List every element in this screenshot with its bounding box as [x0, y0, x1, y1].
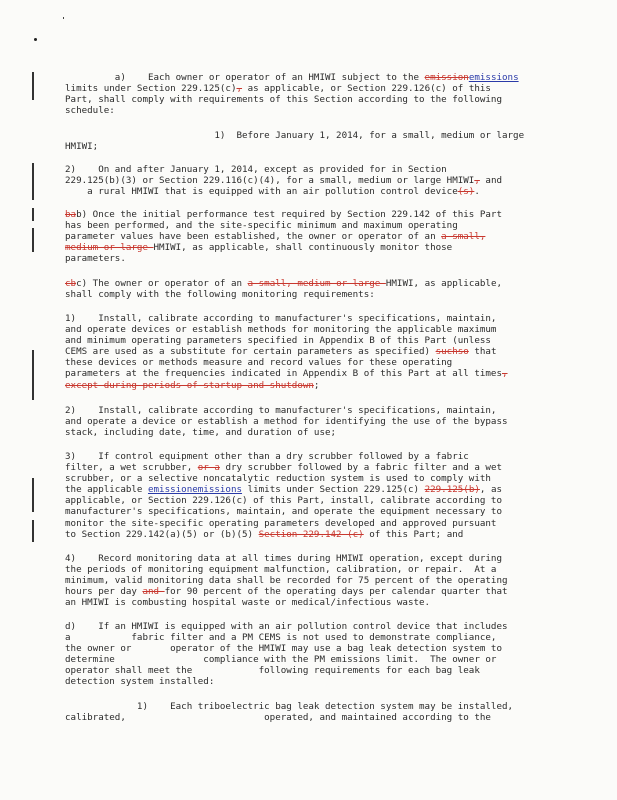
text-line: [65, 313, 555, 324]
text-run: has been performed, and the site-specific minimum and maximum operating: [65, 220, 458, 232]
text-run: and operate devices or establish methods for monitoring the applicable maximum: [65, 324, 497, 336]
text-run: 2) On and after January 1, 2014, except as provided for in Section: [65, 164, 447, 175]
deleted-text: ,: [236, 83, 243, 95]
text-line: [65, 164, 555, 175]
text-line: [65, 518, 555, 529]
deleted-text: ,: [501, 368, 508, 380]
text-line: [65, 141, 555, 152]
text-run: 4) Record monitoring data at all times during HMIWI operation, except during: [65, 553, 502, 564]
text-line: [65, 357, 555, 368]
text-line: [65, 632, 555, 643]
text-run: determine compliance with the PM emissions limit. The owner or: [65, 654, 497, 666]
text-line: [65, 495, 555, 506]
paragraph-c-2: [65, 405, 555, 438]
revision-bar: [32, 478, 34, 512]
text-line: [65, 83, 555, 94]
text-run: a rural HMIWI that is equipped with an air pollution control device: [65, 186, 458, 198]
deleted-text: Section 229.142 (c): [258, 528, 364, 540]
inserted-text: emissions: [468, 72, 519, 83]
text-run: monitor the site-specific operating parameters developed and approved pursuant: [65, 517, 497, 529]
paragraph-a-1: [65, 130, 555, 152]
text-line: [65, 253, 555, 264]
text-run: an HMIWI is combusting hospital waste or medical/infectious waste.: [65, 597, 431, 609]
text-line: [65, 105, 555, 116]
text-run: for 90 percent of the operating days per calendar quarter that: [164, 586, 508, 598]
deleted-text: a small, medium or large: [247, 278, 386, 289]
text-run: CEMS are used as a substitute for certain parameters as specified): [65, 346, 436, 358]
text-run: dry scrubber followed by a fabric filter and a wet: [219, 462, 503, 474]
text-line: [65, 130, 555, 141]
text-line: [65, 564, 555, 575]
text-line: [65, 416, 555, 427]
text-line: [65, 462, 555, 473]
text-line: [65, 484, 555, 495]
text-line: [65, 335, 555, 346]
text-run: .: [474, 186, 480, 198]
text-run: and: [479, 175, 503, 187]
text-run: detection system installed:: [65, 676, 215, 688]
text-run: Part, shall comply with requirements of this Section according to the following: [65, 94, 502, 106]
deleted-text: suchso: [435, 346, 469, 358]
revision-bar: [32, 163, 34, 200]
text-line: [65, 586, 555, 597]
revision-bar: [32, 350, 34, 400]
revision-bar: [32, 520, 34, 542]
text-line: [65, 242, 555, 253]
text-line: [65, 597, 555, 608]
deleted-text: a small,: [441, 231, 486, 243]
text-line: [65, 346, 555, 357]
text-line: [65, 186, 555, 197]
text-run: parameters at the frequencies indicated in Appendix B of this Part at all times: [65, 368, 502, 380]
text-run: HMIWI, as applicable,: [385, 278, 503, 289]
deleted-text: medium or large: [65, 242, 154, 254]
paragraph-b: [65, 209, 555, 264]
text-run: 1) Each triboelectric bag leak detection system may be installed,: [65, 701, 514, 712]
text-run: HMIWI;: [65, 141, 99, 153]
text-run: scrubber, or a selective noncatalytic reduction system is used to comply with: [65, 473, 491, 485]
paragraph-c-3: [65, 451, 555, 540]
text-run: as applicable, or Section 229.126(c) of this: [242, 83, 491, 95]
text-run: HMIWI, as applicable, shall continuously monitor those: [153, 242, 453, 254]
text-run: and minimum operating parameters specified in Appendix B of this Part (unless: [65, 335, 491, 347]
inserted-text: emissionemissions: [147, 484, 243, 496]
text-run: 3) If control equipment other than a dry scrubber followed by a fabric: [65, 451, 469, 462]
revision-bar: [32, 208, 34, 221]
text-run: 1) Install, calibrate according to manufacturer's specifications, maintain,: [65, 313, 497, 324]
text-line: [65, 380, 555, 391]
text-run: limits under Section 229.125(c): [65, 83, 237, 95]
paragraph-d-1: [65, 701, 555, 723]
deleted-text: (s): [457, 186, 475, 198]
paragraph-c-4: [65, 553, 555, 608]
text-run: shall comply with the following monitoring requirements:: [65, 289, 375, 301]
text-run: these devices or methods measure and record values for these operating: [65, 357, 453, 369]
text-run: stack, including date, time, and duration of use;: [65, 427, 337, 439]
text-run: the periods of monitoring equipment malfunction, calibration, or repair. At a: [65, 564, 497, 576]
paragraph-a-2: [65, 164, 555, 197]
text-run: calibrated, operated, and maintained according to the: [65, 712, 491, 724]
deleted-text: ba: [65, 209, 77, 220]
deleted-text: or a: [197, 462, 220, 474]
text-run: parameter values have been established, the owner or operator of an: [65, 231, 442, 243]
deleted-text: and: [142, 586, 165, 598]
paragraph-c: [65, 278, 555, 300]
text-run: schedule:: [65, 105, 115, 117]
text-run: the applicable: [65, 484, 148, 496]
text-line: [65, 553, 555, 564]
deleted-text: ,: [474, 175, 480, 187]
revision-bar: [32, 228, 34, 252]
text-run: that: [468, 346, 497, 358]
text-line: [65, 175, 555, 186]
text-run: filter, a wet scrubber,: [65, 462, 198, 474]
text-run: to Section 229.142(a)(5) or (b)(5): [65, 528, 259, 540]
text-line: [65, 220, 555, 231]
text-line: [65, 368, 555, 379]
text-line: [65, 231, 555, 242]
deleted-text: 229.125(b): [424, 484, 480, 496]
text-run: applicable, or Section 229.126(c) of this Part, install, calibrate according to: [65, 495, 502, 507]
text-run: 229.125(b)(3) or Section 229.116(c)(4), for a small, medium or large HMIWI: [65, 175, 475, 187]
text-run: the owner or operator of the HMIWI may use a bag leak detection system to: [65, 643, 502, 655]
text-line: [65, 654, 555, 665]
text-line: [65, 575, 555, 586]
deleted-text: emission: [424, 72, 469, 83]
text-run: d) If an HMIWI is equipped with an air pollution control device that includes: [65, 621, 508, 632]
text-line: [65, 72, 555, 83]
text-run: operator shall meet the following requirements for each bag leak: [65, 665, 480, 677]
text-line: [65, 209, 555, 220]
text-run: hours per day: [65, 586, 143, 598]
text-run: a fabric filter and a PM CEMS is not used to demonstrate compliance,: [65, 632, 497, 644]
text-run: 1) Before January 1, 2014, for a small, medium or large: [65, 130, 525, 141]
paragraph-d: [65, 621, 555, 688]
text-run: b) Once the initial performance test required by Section 229.142 of this Part: [76, 209, 502, 220]
text-line: [65, 451, 555, 462]
text-line: [65, 405, 555, 416]
text-line: [65, 278, 555, 289]
text-line: [65, 621, 555, 632]
paragraph-a: [65, 72, 555, 116]
text-line: [65, 676, 555, 687]
scan-speck: [34, 38, 37, 41]
text-line: [65, 701, 555, 712]
text-line: [65, 94, 555, 105]
text-run: , as: [479, 484, 503, 496]
revision-bar: [32, 72, 34, 100]
paragraph-c-1: [65, 313, 555, 391]
text-run: of this Part; and: [363, 528, 464, 540]
text-run: ;: [313, 379, 320, 391]
text-run: and operate a device or establish a method for identifying the use of the bypass: [65, 416, 508, 428]
text-run: parameters.: [65, 253, 126, 265]
deleted-text: except during periods of startup and shutdown: [65, 379, 314, 391]
text-line: [65, 712, 555, 723]
text-run: 2) Install, calibrate according to manufacturer's specifications, maintain,: [65, 405, 497, 416]
text-line: [65, 665, 555, 676]
text-run: c) The owner or operator of an: [76, 278, 248, 289]
scan-speck: [63, 17, 64, 19]
text-line: [65, 427, 555, 438]
text-run: manufacturer's specifications, maintain, and operate the equipment necessary to: [65, 506, 502, 518]
text-run: limits under Section 229.125(c): [242, 484, 425, 496]
text-line: [65, 324, 555, 335]
text-line: [65, 473, 555, 484]
text-run: minimum, valid monitoring data shall be recorded for 75 percent of the operating: [65, 575, 508, 587]
text-run: a) Each owner or operator of an HMIWI subject to the: [65, 72, 425, 83]
text-line: [65, 289, 555, 300]
text-line: [65, 643, 555, 654]
text-line: [65, 529, 555, 540]
deleted-text: cb: [65, 278, 77, 289]
text-line: [65, 506, 555, 517]
